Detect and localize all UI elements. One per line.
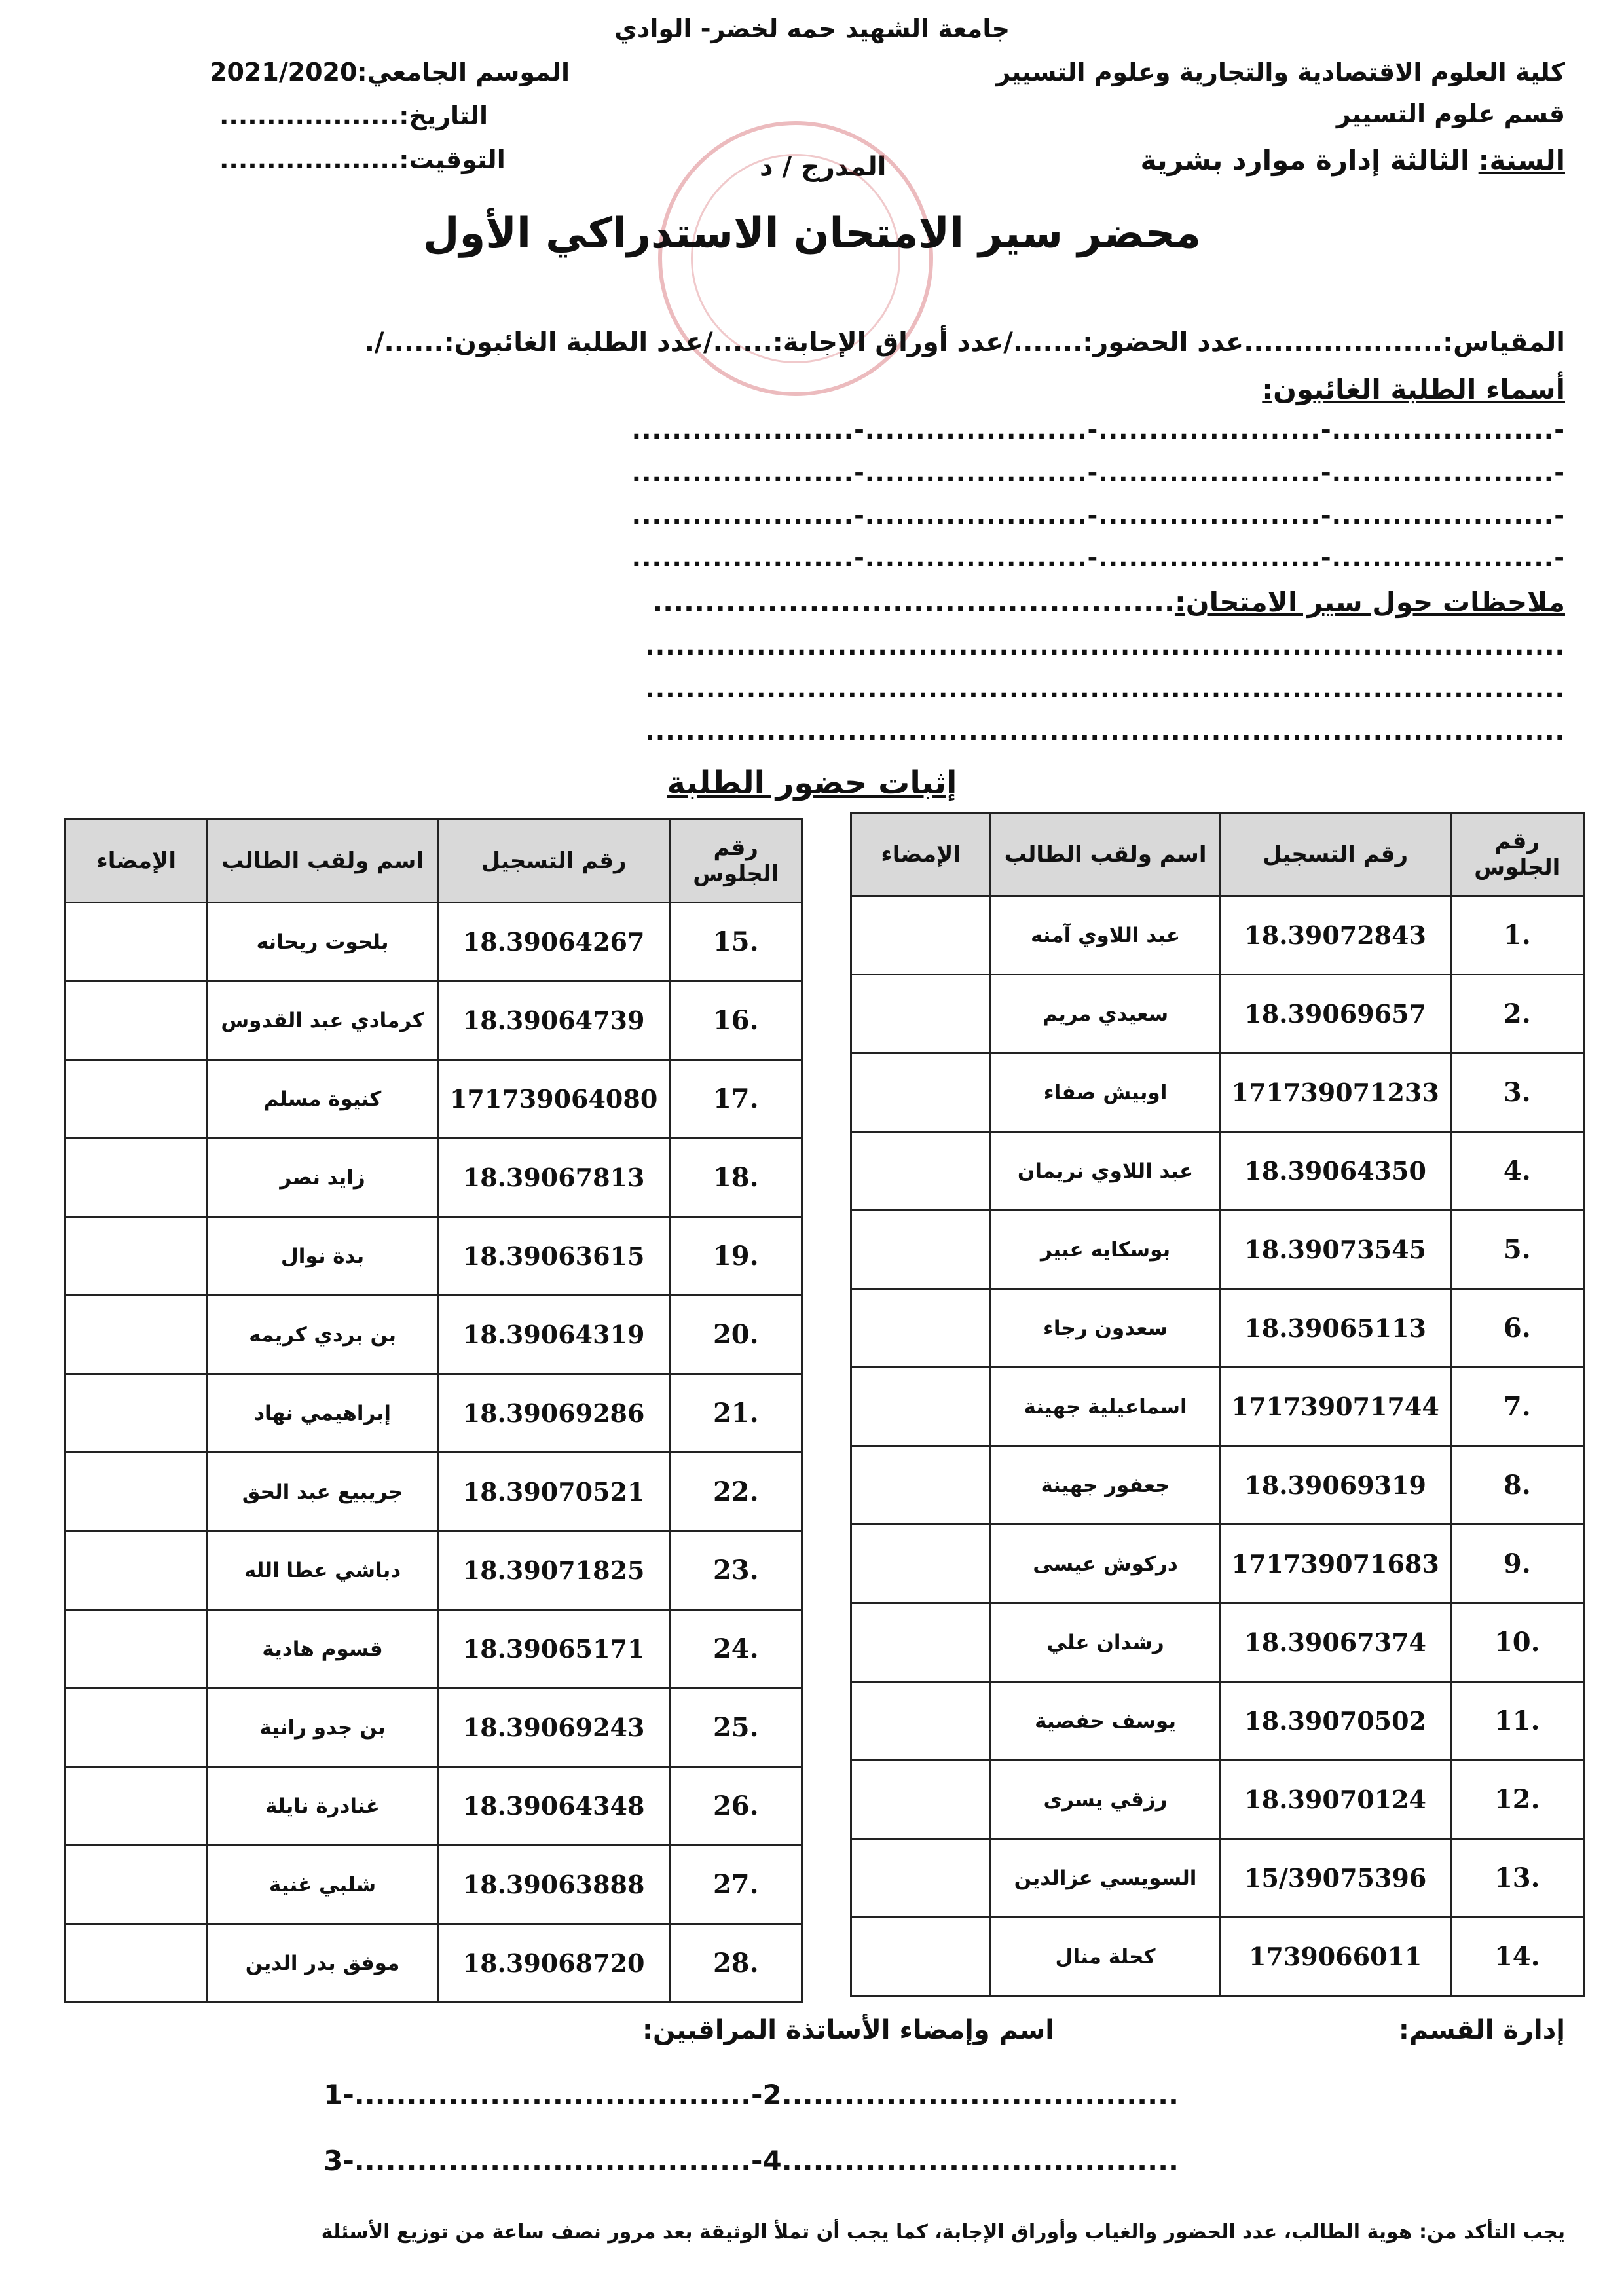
seat-number: 13.	[1450, 1839, 1583, 1918]
table-row	[851, 1918, 1584, 1996]
table-row	[65, 1453, 802, 1531]
year-value: الثالثة إدارة موارد بشرية	[1140, 144, 1470, 176]
hall-label: المدرج / د	[760, 152, 887, 182]
seat-number: 6.	[1450, 1289, 1583, 1368]
signature-cell	[851, 1603, 991, 1682]
seat-number: 26.	[670, 1767, 802, 1846]
name-header: اسم ولقب الطالب	[991, 813, 1220, 896]
notes-row: ...........................................................................................	[645, 674, 1565, 703]
table-row	[851, 1211, 1584, 1289]
seat-number: 1.	[1450, 896, 1583, 975]
year-label: السنة:	[1478, 144, 1565, 176]
registration-number: 18.39070124	[1220, 1760, 1450, 1839]
student-name: رزقي يسرى	[991, 1760, 1220, 1839]
counts-line: المقياس:....................عدد الحضور:......./عدد أوراق الإجابة:....../عدد الطلبة الغائبون:....../.	[364, 327, 1565, 357]
registration-number: 18.39069319	[1220, 1446, 1450, 1525]
signature-cell	[851, 1446, 991, 1525]
seat-number: 17.	[670, 1060, 802, 1139]
seat-number: 27.	[670, 1846, 802, 1924]
name-header: اسم ولقب الطالب	[208, 820, 437, 903]
seat-number: 5.	[1450, 1211, 1583, 1289]
table-row	[851, 1839, 1584, 1918]
student-name: دباشي عطا الله	[208, 1531, 437, 1610]
proctor-row-1	[323, 2079, 1179, 2111]
signature-cell	[65, 1846, 208, 1924]
signature-cell	[65, 1296, 208, 1374]
seat-number: 2.	[1450, 975, 1583, 1053]
student-name: دركوش عيسى	[991, 1525, 1220, 1603]
signature-cell	[851, 1132, 991, 1211]
signature-cell	[851, 1368, 991, 1446]
table-row	[851, 896, 1584, 975]
seat-number: 12.	[1450, 1760, 1583, 1839]
registration-number: 18.39064739	[437, 981, 670, 1060]
registration-number: 18.39073545	[1220, 1211, 1450, 1289]
proctor-row-2-text: 3-......................................-4......................................	[323, 2145, 1179, 2177]
student-name: زايد نصر	[208, 1139, 437, 1217]
notes-row: ..................................................	[652, 586, 1175, 618]
registration-number: 18.39067813	[437, 1139, 670, 1217]
student-name: شلبي غنية	[208, 1846, 437, 1924]
sign-header: الإمضاء	[65, 820, 208, 903]
student-name: موفق بدر الدين	[208, 1924, 437, 2003]
page-title: محضر سير الامتحان الاستدراكي الأول	[422, 210, 1202, 258]
registration-number: 171739064080	[437, 1060, 670, 1139]
academic-season: الموسم الجامعي:2021/2020	[210, 58, 570, 86]
seat-header: رقم الجلوس	[1450, 813, 1583, 896]
signature-cell	[65, 1060, 208, 1139]
seat-number: 4.	[1450, 1132, 1583, 1211]
registration-number: 18.39063615	[437, 1217, 670, 1296]
notes-row: ...........................................................................................	[645, 632, 1565, 661]
student-name: بوسكايه عبير	[991, 1211, 1220, 1289]
student-name: كحلة منال	[991, 1918, 1220, 1996]
table-row	[65, 1296, 802, 1374]
table-row	[851, 1289, 1584, 1368]
table-row	[851, 975, 1584, 1053]
table-row	[65, 1217, 802, 1296]
signature-cell	[851, 1839, 991, 1918]
student-name: السويسي عزالدين	[991, 1839, 1220, 1918]
sign-header: الإمضاء	[851, 813, 991, 896]
proctors-label: اسم وإمضاء الأساتذة المراقبين:	[642, 2015, 1054, 2045]
student-name: بدة نوال	[208, 1217, 437, 1296]
registration-number: 18.39070521	[437, 1453, 670, 1531]
notes-line	[652, 586, 1565, 618]
signature-cell	[65, 1217, 208, 1296]
student-name: رشدان علي	[991, 1603, 1220, 1682]
student-name: جريبيع عبد الحق	[208, 1453, 437, 1531]
signature-cell	[65, 981, 208, 1060]
table-row	[65, 1060, 802, 1139]
student-name: سعيدي مريم	[991, 975, 1220, 1053]
faculty-name: كلية العلوم الاقتصادية والتجارية وعلوم التسيير	[996, 58, 1565, 86]
signature-cell	[65, 903, 208, 981]
seat-number: 18.	[670, 1139, 802, 1217]
student-name: عبد اللاوي نريمان	[991, 1132, 1220, 1211]
time-field: التوقيت:...................	[219, 145, 506, 174]
signature-cell	[851, 896, 991, 975]
proctor-row-2	[323, 2145, 1179, 2177]
table-row	[851, 1053, 1584, 1132]
attendance-heading: إثبات حضور الطلبة	[667, 765, 957, 801]
attendance-table-left	[64, 818, 803, 2003]
signature-cell	[65, 1688, 208, 1767]
proctor-row-1-text: 1-......................................-2......................................	[323, 2079, 1179, 2111]
registration-number: 18.39064319	[437, 1296, 670, 1374]
registration-number: 18.39069243	[437, 1688, 670, 1767]
attendance-table-right	[850, 812, 1585, 1997]
table-row	[65, 903, 802, 981]
student-name: قسوم هادية	[208, 1610, 437, 1688]
seat-number: 11.	[1450, 1682, 1583, 1760]
seat-number: 8.	[1450, 1446, 1583, 1525]
reg-header: رقم التسجيل	[1220, 813, 1450, 896]
registration-number: 18.39069657	[1220, 975, 1450, 1053]
student-name: عبد اللاوي آمنه	[991, 896, 1220, 975]
signature-cell	[65, 1610, 208, 1688]
signature-cell	[851, 1053, 991, 1132]
table-row	[65, 1610, 802, 1688]
table-header-row	[851, 813, 1584, 896]
signature-cell	[65, 1531, 208, 1610]
seat-number: 25.	[670, 1688, 802, 1767]
registration-number: 18.39064350	[1220, 1132, 1450, 1211]
table-row	[65, 1531, 802, 1610]
student-name: كرمادي عبد القدوس	[208, 981, 437, 1060]
signature-cell	[65, 1453, 208, 1531]
student-name: بلحوت ريحانه	[208, 903, 437, 981]
signature-cell	[851, 1525, 991, 1603]
registration-number: 18.39067374	[1220, 1603, 1450, 1682]
registration-number: 18.39064348	[437, 1767, 670, 1846]
date-field: التاريخ:...................	[219, 101, 489, 130]
student-name: اوبيش صفاء	[991, 1053, 1220, 1132]
seat-number: 23.	[670, 1531, 802, 1610]
seat-number: 10.	[1450, 1603, 1583, 1682]
seat-number: 28.	[670, 1924, 802, 2003]
student-name: جعفور جهينة	[991, 1446, 1220, 1525]
student-name: بن بردي كريمه	[208, 1296, 437, 1374]
table-row	[65, 981, 802, 1060]
signature-cell	[65, 1374, 208, 1453]
table-row	[65, 1924, 802, 2003]
table-row	[851, 1682, 1584, 1760]
seat-number: 21.	[670, 1374, 802, 1453]
table-header-row	[65, 820, 802, 903]
table-row	[851, 1446, 1584, 1525]
seat-number: 14.	[1450, 1918, 1583, 1996]
absent-row: -......................-......................-......................-......................	[631, 416, 1565, 445]
registration-number: 18.39065113	[1220, 1289, 1450, 1368]
student-name: بن جدو رانية	[208, 1688, 437, 1767]
signature-cell	[851, 1682, 991, 1760]
table-row	[65, 1767, 802, 1846]
signature-cell	[65, 1139, 208, 1217]
signature-cell	[851, 1918, 991, 1996]
signature-cell	[851, 1289, 991, 1368]
absent-row: -......................-......................-......................-......................	[631, 543, 1565, 572]
student-name: اسماعيلية جهينة	[991, 1368, 1220, 1446]
department-name: قسم علوم التسيير	[1336, 100, 1565, 128]
seat-number: 15.	[670, 903, 802, 981]
seat-header: رقم الجلوس	[670, 820, 802, 903]
table-row	[851, 1525, 1584, 1603]
student-name: سعدون رجاء	[991, 1289, 1220, 1368]
signature-cell	[851, 1760, 991, 1839]
university-name: جامعة الشهيد حمه لخضر- الوادي	[614, 14, 1010, 43]
registration-number: 18.39063888	[437, 1846, 670, 1924]
dept-admin-label: إدارة القسم:	[1398, 2015, 1565, 2045]
seat-number: 19.	[670, 1217, 802, 1296]
registration-number: 171739071683	[1220, 1525, 1450, 1603]
student-name: يوسف حفصية	[991, 1682, 1220, 1760]
registration-number: 18.39064267	[437, 903, 670, 981]
reg-header: رقم التسجيل	[437, 820, 670, 903]
table-row	[851, 1760, 1584, 1839]
registration-number: 18.39069286	[437, 1374, 670, 1453]
notes-row: ...........................................................................................	[645, 717, 1565, 746]
registration-number: 18.39070502	[1220, 1682, 1450, 1760]
registration-number: 18.39072843	[1220, 896, 1450, 975]
seat-number: 9.	[1450, 1525, 1583, 1603]
signature-cell	[851, 975, 991, 1053]
seat-number: 24.	[670, 1610, 802, 1688]
registration-number: 171739071744	[1220, 1368, 1450, 1446]
registration-number: 18.39065171	[437, 1610, 670, 1688]
footer-note: يجب التأكد من: هوية الطالب، عدد الحضور والغياب وأوراق الإجابة، كما يجب أن تملأ الوثيقة بعد مرور نصف ساعة من توزيع الأسئلة	[321, 2221, 1565, 2244]
table-row	[851, 1368, 1584, 1446]
registration-number: 15/39075396	[1220, 1839, 1450, 1918]
table-row	[65, 1846, 802, 1924]
registration-number: 171739071233	[1220, 1053, 1450, 1132]
notes-heading: ملاحظات حول سير الامتحان:	[1174, 586, 1565, 618]
seat-number: 16.	[670, 981, 802, 1060]
table-row	[851, 1132, 1584, 1211]
table-row	[65, 1374, 802, 1453]
signature-cell	[65, 1924, 208, 2003]
student-name: إبراهيمي نهاد	[208, 1374, 437, 1453]
seat-number: 20.	[670, 1296, 802, 1374]
absent-row: -......................-......................-......................-......................	[631, 458, 1565, 487]
signature-cell	[65, 1767, 208, 1846]
student-name: كنيوة مسلم	[208, 1060, 437, 1139]
registration-number: 18.39068720	[437, 1924, 670, 2003]
seat-number: 7.	[1450, 1368, 1583, 1446]
table-row	[65, 1139, 802, 1217]
absent-row: -......................-......................-......................-......................	[631, 501, 1565, 530]
signature-cell	[851, 1211, 991, 1289]
seat-number: 22.	[670, 1453, 802, 1531]
registration-number: 18.39071825	[437, 1531, 670, 1610]
student-name: غنادرة نايلة	[208, 1767, 437, 1846]
study-year	[1140, 144, 1565, 176]
table-row	[851, 1603, 1584, 1682]
absent-heading: أسماء الطلبة الغائبون:	[1262, 373, 1565, 405]
table-row	[65, 1688, 802, 1767]
seat-number: 3.	[1450, 1053, 1583, 1132]
registration-number: 1739066011	[1220, 1918, 1450, 1996]
